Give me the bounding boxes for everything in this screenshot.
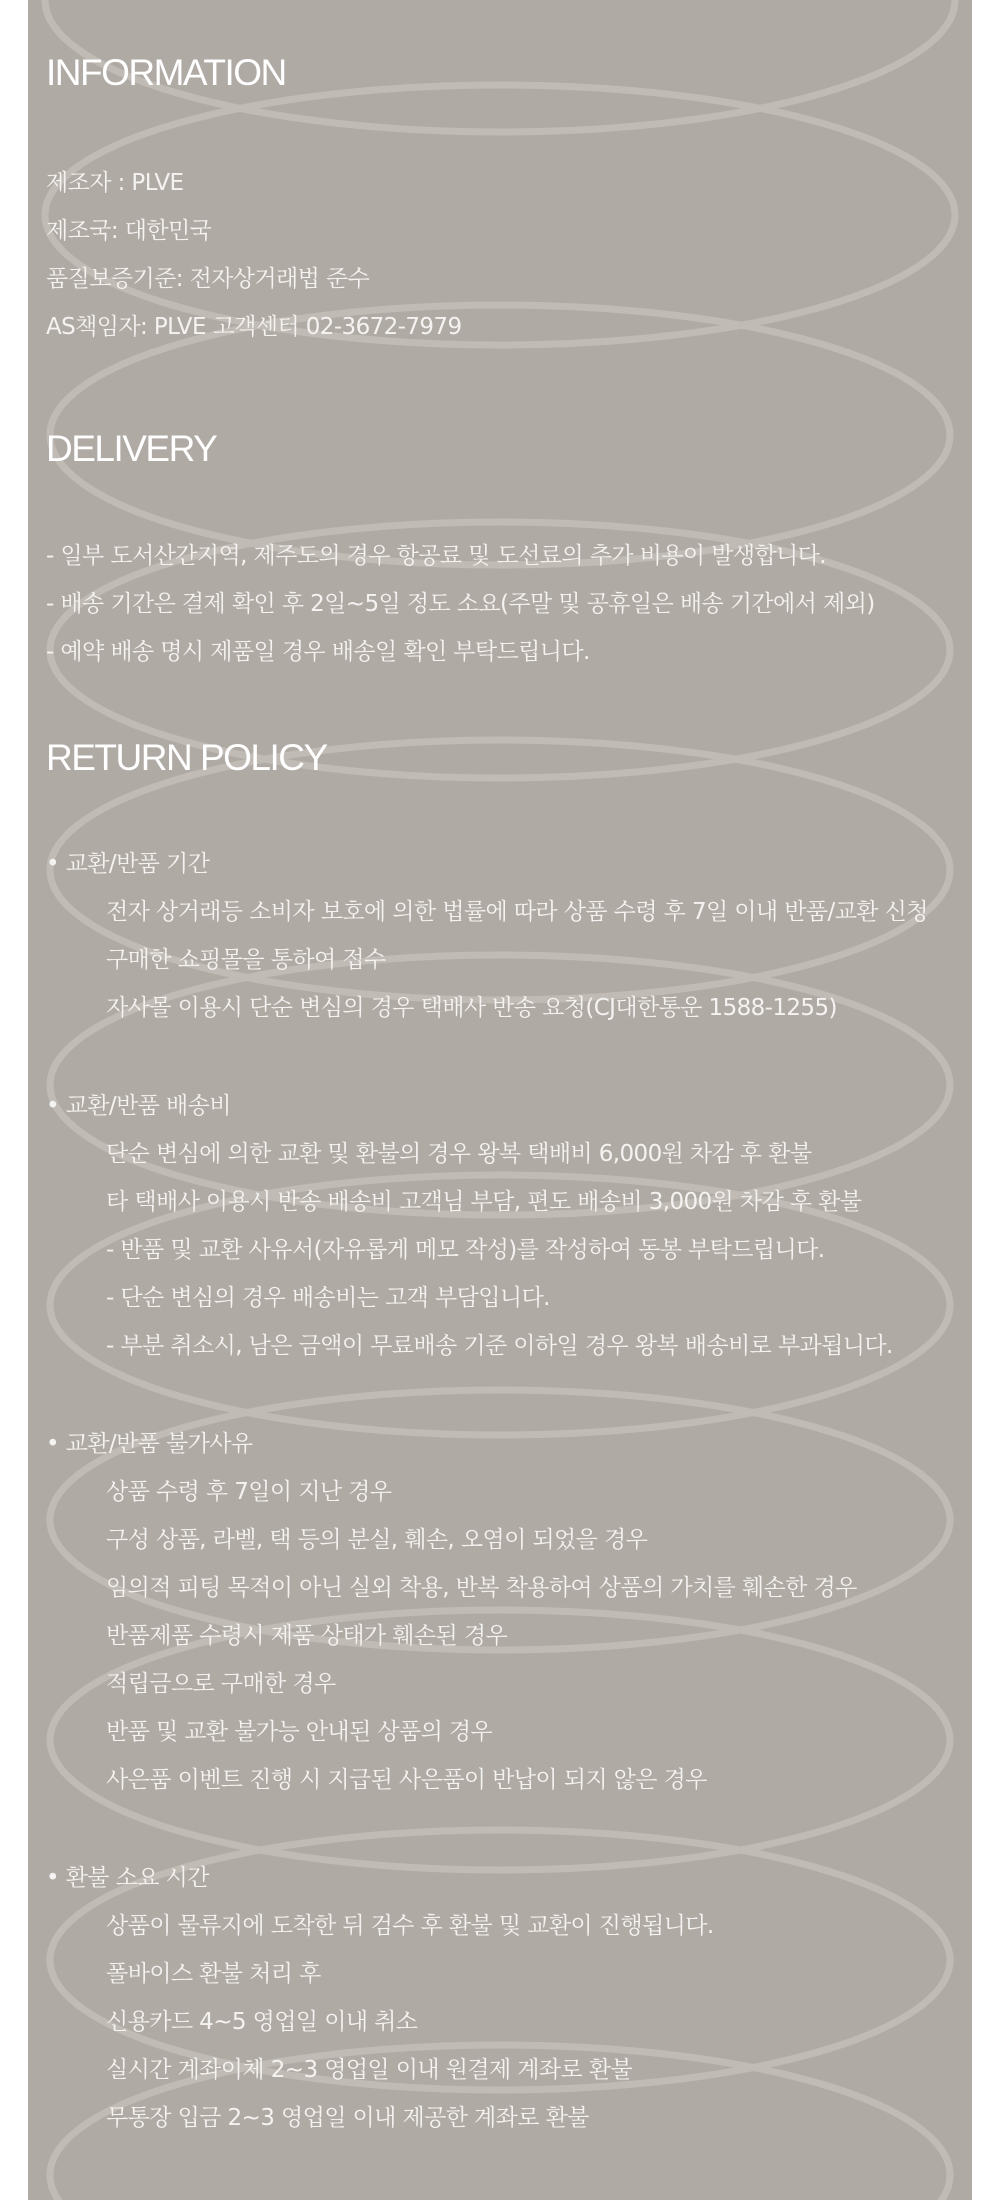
return-shipping-item: 타 택배사 이용시 반송 배송비 고객님 부담, 편도 배송비 3,000원 차감 후 환불 xyxy=(106,1189,862,1215)
return-period-item: 자사몰 이용시 단순 변심의 경우 택배사 반송 요청(CJ대한통운 1588-1255) xyxy=(106,995,837,1021)
as-contact-line: AS책임자: PLVE 고객센터 02-3672-7979 xyxy=(46,314,462,340)
refund-time-heading: • 환불 소요 시간 xyxy=(46,1865,209,1891)
manufacturer-line: 제조자 : PLVE xyxy=(46,170,184,196)
warranty-line: 품질보증기준: 전자상거래법 준수 xyxy=(46,266,370,292)
return-period-item: 전자 상거래등 소비자 보호에 의한 법률에 따라 상품 수령 후 7일 이내 반품/교환 신청 xyxy=(106,899,928,925)
return-shipping-heading: • 교환/반품 배송비 xyxy=(46,1093,231,1119)
non-returnable-item: 상품 수령 후 7일이 지난 경우 xyxy=(106,1479,392,1505)
refund-time-item: 실시간 계좌이체 2~3 영업일 이내 원결제 계좌로 환불 xyxy=(106,2057,633,2083)
information-title: INFORMATION xyxy=(46,52,286,93)
delivery-line: - 예약 배송 명시 제품일 경우 배송일 확인 부탁드립니다. xyxy=(46,639,590,665)
return-period-heading: • 교환/반품 기간 xyxy=(46,851,210,877)
refund-time-item: 폴바이스 환불 처리 후 xyxy=(106,1961,321,1987)
return-shipping-item: - 반품 및 교환 사유서(자유롭게 메모 작성)를 작성하여 동봉 부탁드립니다. xyxy=(106,1237,825,1263)
return-period-item: 구매한 쇼핑몰을 통하여 접수 xyxy=(106,947,386,973)
refund-time-item: 신용카드 4~5 영업일 이내 취소 xyxy=(106,2009,418,2035)
info-panel xyxy=(28,0,972,2200)
return-shipping-item: - 단순 변심의 경우 배송비는 고객 부담입니다. xyxy=(106,1285,550,1311)
delivery-line: - 일부 도서산간지역, 제주도의 경우 항공료 및 도선료의 추가 비용이 발생합니다. xyxy=(46,543,827,569)
country-line: 제조국: 대한민국 xyxy=(46,218,212,244)
return-policy-title: RETURN POLICY xyxy=(46,737,327,778)
return-shipping-item: 단순 변심에 의한 교환 및 환불의 경우 왕복 택배비 6,000원 차감 후 환불 xyxy=(106,1141,812,1167)
non-returnable-item: 적립금으로 구매한 경우 xyxy=(106,1671,336,1697)
delivery-line: - 배송 기간은 결제 확인 후 2일~5일 정도 소요(주말 및 공휴일은 배송 기간에서 제외) xyxy=(46,591,875,617)
refund-time-item: 상품이 물류지에 도착한 뒤 검수 후 환불 및 교환이 진행됩니다. xyxy=(106,1913,714,1939)
non-returnable-heading: • 교환/반품 불가사유 xyxy=(46,1431,253,1457)
non-returnable-item: 임의적 피팅 목적이 아닌 실외 착용, 반복 착용하여 상품의 가치를 훼손한 경우 xyxy=(106,1575,857,1601)
refund-time-item: 무통장 입금 2~3 영업일 이내 제공한 계좌로 환불 xyxy=(106,2105,589,2131)
non-returnable-item: 구성 상품, 라벨, 택 등의 분실, 훼손, 오염이 되었을 경우 xyxy=(106,1527,648,1553)
delivery-title: DELIVERY xyxy=(46,428,217,469)
non-returnable-item: 사은품 이벤트 진행 시 지급된 사은품이 반납이 되지 않은 경우 xyxy=(106,1767,707,1793)
non-returnable-item: 반품 및 교환 불가능 안내된 상품의 경우 xyxy=(106,1719,493,1745)
return-shipping-item: - 부분 취소시, 남은 금액이 무료배송 기준 이하일 경우 왕복 배송비로 부과됩니다. xyxy=(106,1333,893,1359)
non-returnable-item: 반품제품 수령시 제품 상태가 훼손된 경우 xyxy=(106,1623,508,1649)
